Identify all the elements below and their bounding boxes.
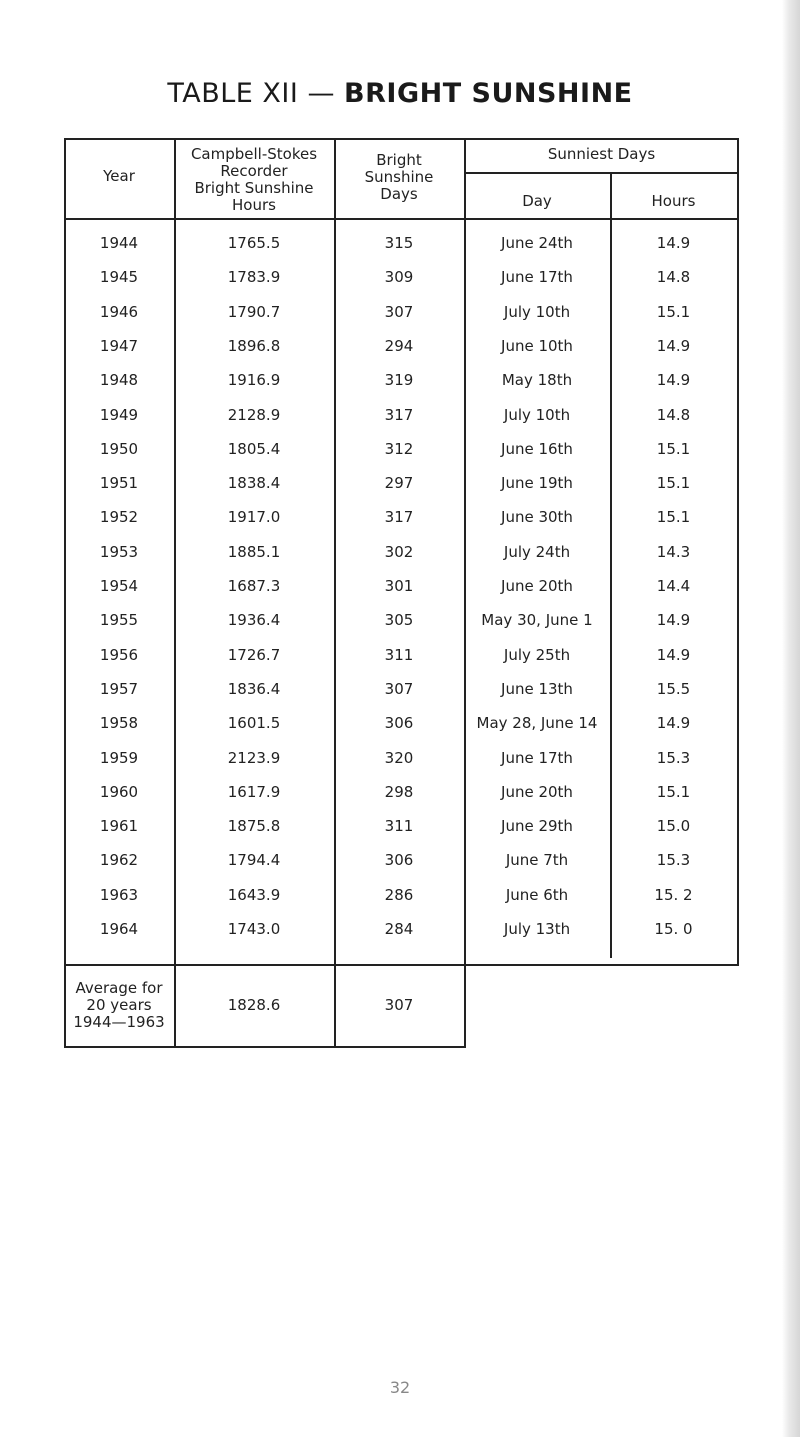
cell-sunniest-day: June 6th [505,885,569,904]
cell-sunniest-hours: 15.5 [656,679,691,698]
title-sub: BRIGHT SUNSHINE [344,78,633,109]
avg-border-days [464,964,466,1048]
cell-sunniest-hours: 15.3 [656,851,691,870]
cell-year: 1962 [99,851,139,870]
table-top-border [64,138,739,140]
cell-year: 1958 [99,714,139,733]
cell-sunshine-days: 311 [384,817,414,836]
cell-year: 1954 [99,577,139,595]
cell-year: 1945 [99,268,139,287]
cell-sunniest-day: June 10th [501,336,573,355]
cell-sunniest-hours: 15.1 [656,508,691,527]
cell-sunniest-day: May 28, June 14 [476,714,598,733]
cell-sunniest-day: June 7th [505,851,569,870]
cell-sunshine-hours: 2123.9 [227,748,281,767]
table-bottom-border [64,964,739,966]
cell-sunniest-hours: 14.9 [656,336,691,355]
cell-sunshine-hours: 1875.8 [227,817,281,836]
cell-sunniest-day: June 17th [501,748,573,767]
cell-year: 1948 [99,371,139,390]
cell-year: 1964 [99,920,139,938]
cell-sunshine-days: 306 [384,851,414,870]
cell-sunniest-day: June 29th [501,817,573,836]
average-label-line1: Average for [75,979,163,997]
cell-sunshine-days: 297 [384,474,414,493]
cell-sunshine-hours: 1805.4 [227,439,281,458]
cell-sunshine-hours: 1726.7 [227,645,281,664]
cell-year: 1951 [99,474,139,493]
title-main: TABLE XII [167,78,299,109]
header-recorder-line1: Campbell-Stokes [190,145,318,163]
header-recorder-line4: Hours [232,196,276,214]
header-recorder-line3: Bright Sunshine [194,179,314,197]
cell-sunshine-days: 306 [384,714,414,733]
cell-year: 1947 [99,336,139,355]
cell-sunniest-day: July 10th [503,302,571,321]
header-year: Year [103,167,135,185]
cell-sunniest-hours: 14.9 [656,371,691,390]
header-hours: Hours [651,192,696,210]
cell-sunniest-day: June 24th [501,234,573,252]
cell-year: 1946 [99,302,139,321]
header-bright-line1: Bright [376,151,422,169]
cell-sunshine-hours: 1790.7 [227,302,281,321]
average-days: 307 [384,996,414,1014]
cell-sunniest-hours: 15.1 [656,302,691,321]
cell-sunniest-hours: 14.9 [656,714,691,733]
cell-sunshine-hours: 1687.3 [227,577,281,595]
cell-year: 1957 [99,679,139,698]
cell-sunniest-hours: 15.1 [656,782,691,801]
cell-year: 1963 [99,885,139,904]
cell-sunshine-hours: 1896.8 [227,336,281,355]
cell-year: 1950 [99,439,139,458]
average-label-line3: 1944—1963 [73,1013,165,1031]
cell-sunshine-hours: 1838.4 [227,474,281,493]
cell-sunshine-days: 320 [384,748,414,767]
cell-sunshine-days: 294 [384,336,414,355]
cell-sunshine-days: 307 [384,679,414,698]
page-number: 32 [389,1378,411,1397]
page-title [0,78,800,109]
cell-sunniest-day: June 30th [501,508,573,527]
cell-sunshine-hours: 1917.0 [227,508,281,527]
cell-sunshine-days: 319 [384,371,414,390]
cell-sunshine-days: 284 [384,920,414,938]
average-bottom-border [64,1046,464,1048]
cell-sunshine-days: 311 [384,645,414,664]
cell-sunniest-hours: 14.9 [656,645,691,664]
cell-sunniest-day: July 10th [503,405,571,424]
average-label [64,980,174,1031]
cell-sunniest-hours: 14.4 [656,577,691,595]
cell-sunniest-hours: 15.3 [656,748,691,767]
cell-year: 1949 [99,405,139,424]
cell-year: 1944 [99,234,139,252]
cell-sunniest-hours: 14.9 [656,234,691,252]
cell-sunshine-days: 317 [384,508,414,527]
average-label-line2: 20 years [86,996,152,1014]
cell-sunniest-hours: 14.8 [656,268,691,287]
cell-sunshine-hours: 1794.4 [227,851,281,870]
cell-sunniest-day: July 13th [503,920,571,938]
cell-sunniest-hours: 15.1 [656,439,691,458]
cell-sunniest-hours: 15. 0 [654,920,693,938]
cell-sunshine-days: 301 [384,577,414,595]
cell-sunniest-hours: 15.1 [656,474,691,493]
title-dash: — [298,78,345,109]
cell-year: 1953 [99,542,139,561]
cell-sunniest-hours: 14.3 [656,542,691,561]
cell-sunniest-day: June 17th [501,268,573,287]
cell-sunshine-days: 307 [384,302,414,321]
cell-sunniest-day: June 19th [501,474,573,493]
cell-sunshine-days: 317 [384,405,414,424]
header-recorder [174,146,334,214]
cell-sunniest-day: July 25th [503,645,571,664]
cell-sunniest-day: June 13th [501,679,573,698]
cell-year: 1952 [99,508,139,527]
cell-sunshine-hours: 1643.9 [227,885,281,904]
cell-sunshine-hours: 1601.5 [227,714,281,733]
sunniest-subheader-border [464,172,739,174]
cell-sunshine-days: 309 [384,268,414,287]
cell-sunshine-hours: 1836.4 [227,679,281,698]
cell-year: 1960 [99,782,139,801]
cell-sunshine-hours: 1885.1 [227,542,281,561]
header-sunniest-days: Sunniest Days [547,145,656,163]
header-bottom-border [64,218,739,220]
header-recorder-line2: Recorder [220,162,288,180]
cell-sunshine-hours: 2128.9 [227,405,281,424]
cell-sunniest-hours: 14.8 [656,405,691,424]
cell-sunshine-hours: 1765.5 [227,234,281,252]
cell-year: 1959 [99,748,139,767]
header-bright-line2: Sunshine [364,168,434,186]
cell-sunniest-day: June 20th [501,577,573,595]
cell-sunshine-hours: 1916.9 [227,371,281,390]
cell-sunshine-hours: 1617.9 [227,782,281,801]
cell-year: 1956 [99,645,139,664]
header-bright-line3: Days [380,185,418,203]
cell-sunniest-day: July 24th [503,542,571,561]
average-hours: 1828.6 [227,996,281,1014]
cell-sunshine-hours: 1743.0 [227,920,281,938]
cell-sunshine-hours: 1936.4 [227,611,281,630]
cell-sunshine-days: 302 [384,542,414,561]
header-bright-days [334,152,464,203]
cell-sunshine-days: 286 [384,885,414,904]
cell-sunniest-day: May 30, June 1 [481,611,593,630]
cell-sunshine-hours: 1783.9 [227,268,281,287]
cell-sunshine-days: 315 [384,234,414,252]
cell-year: 1961 [99,817,139,836]
cell-sunshine-days: 298 [384,782,414,801]
cell-sunniest-day: June 16th [501,439,573,458]
cell-sunshine-days: 312 [384,439,414,458]
cell-sunniest-day: June 20th [501,782,573,801]
page-edge-shadow [782,0,800,1437]
col-border-day [610,172,612,958]
cell-sunniest-hours: 15.0 [656,817,691,836]
col-border-right [737,138,739,966]
cell-year: 1955 [99,611,139,630]
cell-sunniest-hours: 14.9 [656,611,691,630]
cell-sunniest-hours: 15. 2 [654,885,693,904]
cell-sunshine-days: 305 [384,611,414,630]
cell-sunniest-day: May 18th [501,371,573,390]
header-day: Day [522,192,552,210]
